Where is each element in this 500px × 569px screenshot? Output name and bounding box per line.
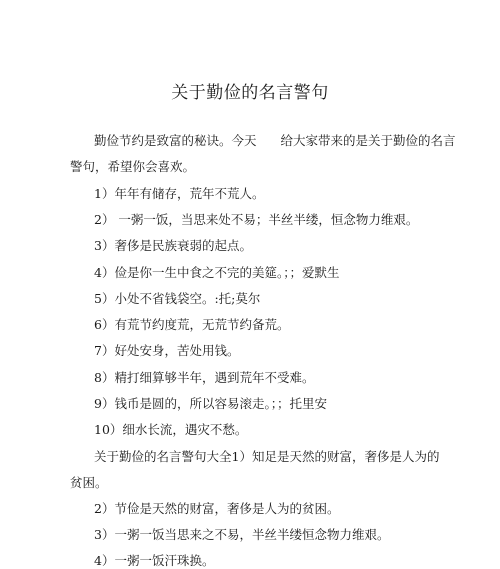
intro-text-part-2: 给大家带来的是关于勤俭的名言 — [280, 133, 456, 148]
list-item: 9）钱币是圆的，所以容易滚走。；；托里安 — [94, 396, 327, 411]
list-item: 4）一粥一饭汗珠换。 — [94, 553, 215, 568]
list-item: 10）细水长流，遇灾不愁。 — [94, 422, 248, 437]
section2-line-2: 贫困。 — [70, 475, 108, 490]
list-item: 6）有荒节约度荒，无荒节约备荒。 — [94, 317, 290, 332]
list-item: 7）好处安身，苦处用钱。 — [94, 343, 240, 358]
list-item: 3）奢侈是民族衰弱的起点。 — [94, 238, 252, 253]
intro-line-1 — [94, 133, 456, 149]
list-item: 1）年年有储存，荒年不荒人。 — [94, 186, 265, 201]
list-item: 4）俭是你一生中食之不完的美筵。；；爱默生 — [94, 265, 340, 280]
intro-line-2: 警句，希望你会喜欢。 — [70, 159, 196, 174]
list-item: 3）一粥一饭当思来之不易，半丝半缕恒念物力维艰。 — [94, 527, 390, 542]
list-item: 2）节俭是天然的财富，奢侈是人为的贫困。 — [94, 501, 340, 516]
document-title: 关于勤俭的名言警句 — [171, 83, 329, 103]
list-item: 8）精打细算够半年，遇到荒年不受难。 — [94, 370, 315, 385]
list-item: 2） 一粥一饭，当思来处不易；半丝半缕，恒念物力维艰。 — [94, 212, 419, 227]
list-item: 5）小处不省钱袋空。:托;莫尔 — [94, 291, 261, 306]
section2-line-1: 关于勤俭的名言警句大全1）知足是天然的财富，奢侈是人为的 — [94, 449, 440, 464]
intro-text-part-1: 勤俭节约是致富的秘诀。今天 — [94, 133, 257, 148]
